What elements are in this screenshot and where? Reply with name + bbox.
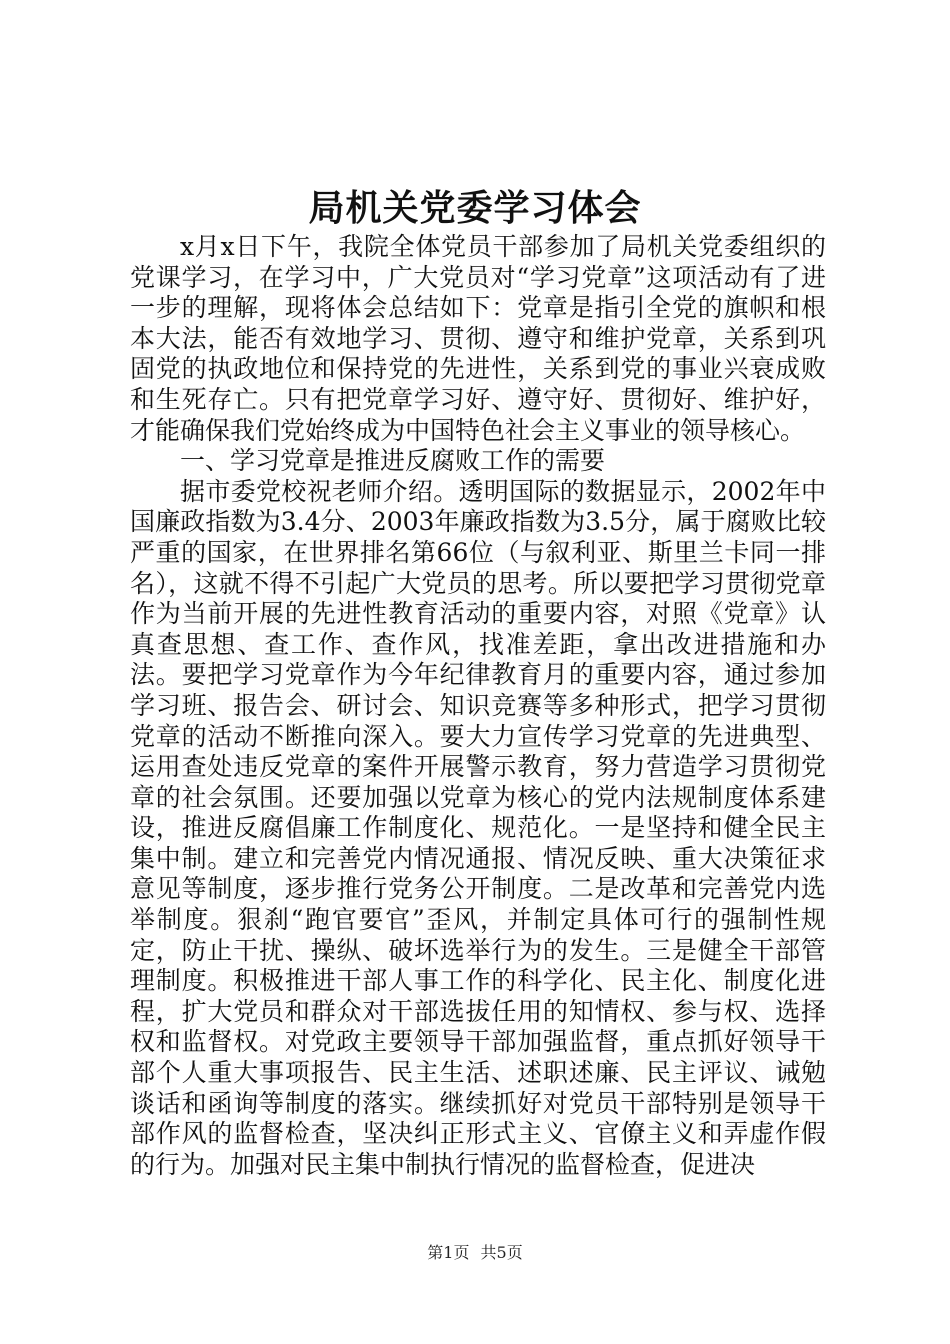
document-body xyxy=(130,232,826,1180)
section-heading: 一、学习党章是推进反腐败工作的需要 xyxy=(180,446,606,476)
page-total: 共5页 xyxy=(480,1243,523,1262)
page-footer xyxy=(0,1240,950,1263)
paragraph-intro: x月x日下午，我院全体党员干部参加了局机关党委组织的党课学习，在学习中，广大党员对“学习党章”这项活动有了进一步的理解，现将体会总结如下：党章是指引全党的旗帜和根本大法，能否有效地学习、贯彻、遵守和维护党章，关系到巩固党的执政地位和保持党的先进性，关系到党的事业兴衰成败和生死存亡。只有把党章学习好、遵守好、贯彻好、维护好，才能确保我们党始终成为中国特色社会主义事业的领导核心。 xyxy=(130,232,826,445)
page-number: 第1页 xyxy=(427,1243,470,1262)
document-title: 局机关党委学习体会 xyxy=(308,187,642,229)
paragraph-main: 据市委党校祝老师介绍。透明国际的数据显示，2002年中国廉政指数为3.4分、2003年廉政指数为3.5分，属于腐败比较严重的国家，在世界排名第66位（与叙利亚、斯里兰卡同一排名），这就不得不引起广大党员的思考。所以要把学习贯彻党章作为当前开展的先进性教育活动的重要内容，对照《党章》认真查思想、查工作、查作风，找准差距，拿出改进措施和办法。要把学习党章作为今年纪律教育月的重要内容，通过参加学习班、报告会、研讨会、知识竞赛等多种形式，把学习贯彻党章的活动不断推向深入。要大力宣传学习党章的先进典型、运用查处违反党章的案件开展警示教育，努力营造学习贯彻党章的社会氛围。还要加强以党章为核心的党内法规制度体系建设，推进反腐倡廉工作制度化、规范化。一是坚持和健全民主集中制。建立和完善党内情况通报、情况反映、重大决策征求意见等制度，逐步推行党务公开制度。二是改革和完善党内选举制度。狠刹“跑官要官”歪风，并制定具体可行的强制性规定，防止干扰、操纵、破坏选举行为的发生。三是健全干部管理制度。积极推进干部人事工作的科学化、民主化、制度化进程，扩大党员和群众对干部选拔任用的知情权、参与权、选择权和监督权。对党政主要领导干部加强监督，重点抓好领导干部个人重大事项报告、民主生活、述职述廉、民主评议、诫勉谈话和函询等制度的落实。继续抓好对党员干部特别是领导干部作风的监督检查，坚决纠正形式主义、官僚主义和弄虚作假的行为。加强对民主集中制执行情况的监督检查，促进决 xyxy=(130,476,826,1179)
